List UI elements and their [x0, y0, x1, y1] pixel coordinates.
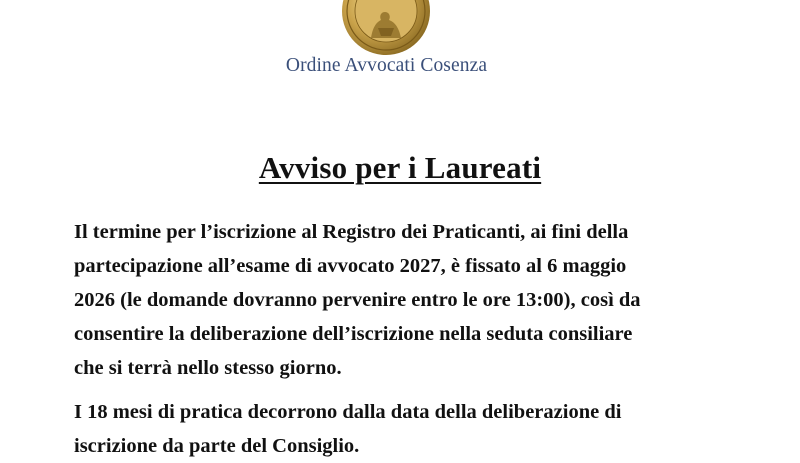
organization-name: Ordine Avvocati Cosenza	[285, 55, 488, 76]
notice-paragraph-practice-period	[74, 395, 734, 463]
notice-title: Avviso per i Laureati	[258, 150, 542, 185]
paragraph-line: partecipazione all’esame di avvocato 2027, è fissato al 6 maggio	[74, 255, 627, 277]
bar-association-seal-logo	[341, 0, 431, 56]
paragraph-line: 2026 (le domande dovranno pervenire entro le ore 13:00), così da	[74, 289, 641, 311]
paragraph-line: iscrizione da parte del Consiglio.	[74, 435, 360, 457]
paragraph-line: che si terrà nello stesso giorno.	[74, 357, 342, 379]
paragraph-line: I 18 mesi di pratica decorrono dalla data della deliberazione di	[74, 401, 622, 423]
paragraph-line: consentire la deliberazione dell’iscrizione nella seduta consiliare	[74, 323, 633, 345]
notice-paragraph-registration-deadline	[74, 215, 734, 385]
paragraph-line: Il termine per l’iscrizione al Registro dei Praticanti, ai fini della	[74, 221, 629, 243]
